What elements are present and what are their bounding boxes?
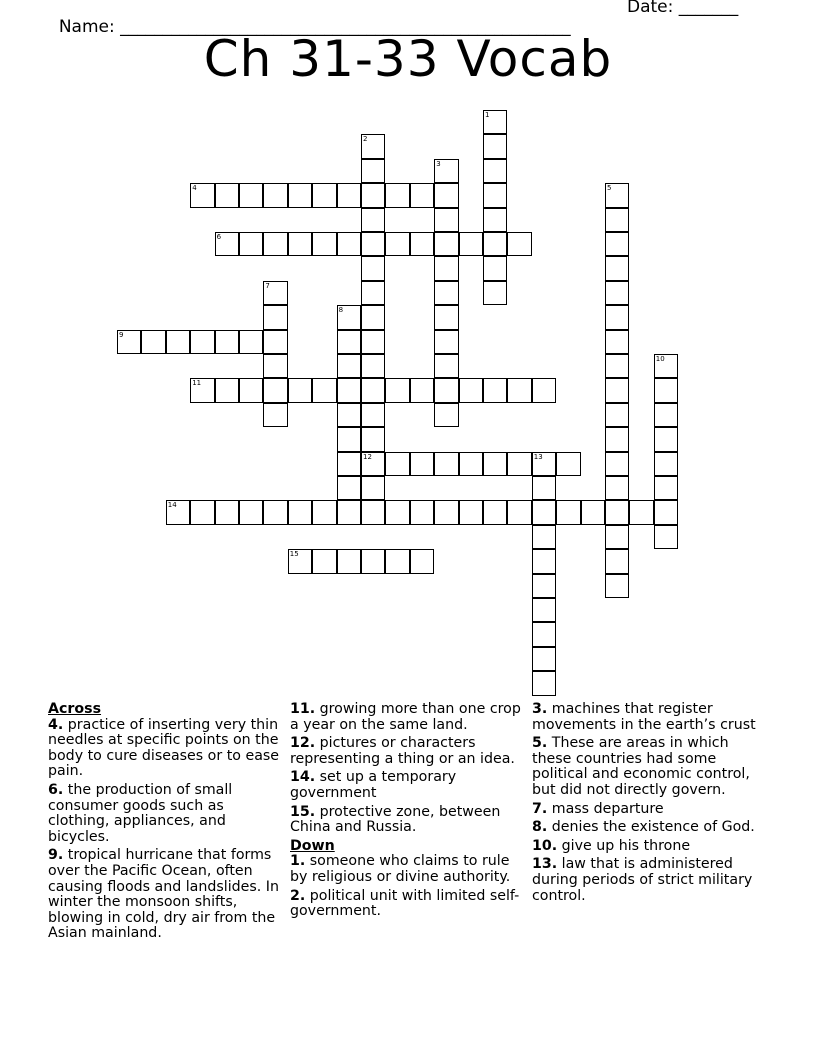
grid-cell[interactable] bbox=[410, 183, 434, 207]
clue-number: 8 bbox=[338, 306, 344, 315]
grid-cell[interactable] bbox=[434, 403, 458, 427]
grid-cell[interactable] bbox=[263, 403, 287, 427]
grid-cell[interactable] bbox=[483, 500, 507, 524]
grid-cell[interactable] bbox=[532, 500, 556, 524]
clue-number: 15 bbox=[289, 550, 299, 559]
grid-cell[interactable] bbox=[141, 330, 165, 354]
clue-number: 12 bbox=[363, 452, 372, 461]
grid-cell[interactable] bbox=[434, 208, 458, 232]
grid-cell[interactable] bbox=[337, 500, 361, 524]
clue-number: 9 bbox=[119, 330, 124, 339]
grid-cell[interactable] bbox=[605, 427, 629, 451]
grid-cell[interactable] bbox=[434, 183, 458, 207]
grid-cell[interactable] bbox=[581, 500, 605, 524]
grid-cell[interactable] bbox=[361, 427, 385, 451]
grid-cell[interactable] bbox=[312, 549, 336, 573]
grid-cell[interactable] bbox=[507, 500, 531, 524]
grid-cell[interactable] bbox=[605, 452, 629, 476]
clue-across-12: 12. pictures or characters representing a thing or an idea. bbox=[290, 735, 515, 767]
grid-cell[interactable] bbox=[434, 500, 458, 524]
grid-cell[interactable] bbox=[507, 452, 531, 476]
grid-cell[interactable] bbox=[215, 330, 239, 354]
clue-number: 5 bbox=[607, 184, 612, 193]
grid-cell[interactable] bbox=[434, 330, 458, 354]
grid-cell[interactable] bbox=[337, 549, 361, 573]
grid-cell[interactable] bbox=[312, 378, 336, 402]
grid-cell[interactable] bbox=[215, 183, 239, 207]
clue-number: 2 bbox=[363, 135, 368, 144]
grid-cell[interactable] bbox=[434, 354, 458, 378]
grid-cell[interactable] bbox=[361, 159, 385, 183]
clues-column-3 bbox=[532, 702, 764, 907]
grid-cell[interactable] bbox=[654, 525, 678, 549]
clue-number: 10 bbox=[655, 355, 665, 363]
clue-down-2: 2. political unit with limited self-government. bbox=[290, 887, 520, 920]
grid-cell[interactable] bbox=[263, 354, 287, 378]
grid-cell[interactable] bbox=[654, 354, 678, 378]
grid-cell[interactable] bbox=[532, 525, 556, 549]
grid-cell[interactable] bbox=[434, 232, 458, 256]
grid-cell[interactable] bbox=[312, 183, 336, 207]
clue-down-3: 3. machines that register movements in the earth’s crust bbox=[532, 701, 756, 733]
grid-cell[interactable] bbox=[605, 378, 629, 402]
clues-column-1 bbox=[48, 702, 280, 945]
grid-cell[interactable] bbox=[434, 256, 458, 280]
grid-cell[interactable] bbox=[361, 549, 385, 573]
grid-cell[interactable] bbox=[434, 305, 458, 329]
grid-cell[interactable] bbox=[483, 232, 507, 256]
grid-cell[interactable] bbox=[434, 378, 458, 402]
clue-number: 14 bbox=[167, 501, 177, 510]
down-heading: Down bbox=[290, 837, 335, 854]
grid-cell[interactable] bbox=[605, 549, 629, 573]
grid-cell[interactable] bbox=[605, 183, 629, 207]
clue-down-5: 5. These are areas in which these countries had some political and economic control, but did not directly govern. bbox=[532, 735, 750, 798]
grid-cell[interactable] bbox=[288, 500, 312, 524]
clue-across-15: 15. protective zone, between China and Russia. bbox=[290, 803, 501, 836]
grid-cell[interactable] bbox=[605, 256, 629, 280]
grid-cell[interactable] bbox=[385, 452, 409, 476]
grid-cell[interactable] bbox=[459, 232, 483, 256]
grid-cell[interactable] bbox=[532, 622, 556, 646]
grid-cell[interactable] bbox=[263, 232, 287, 256]
grid-cell[interactable] bbox=[190, 500, 214, 524]
grid-cell[interactable] bbox=[263, 500, 287, 524]
grid-cell[interactable] bbox=[337, 476, 361, 500]
grid-cell[interactable] bbox=[532, 671, 556, 695]
grid-cell[interactable] bbox=[459, 500, 483, 524]
grid-cell[interactable] bbox=[361, 232, 385, 256]
name-field[interactable]: Name: _____________________________________________________ bbox=[58, 17, 571, 37]
clue-number: 6 bbox=[216, 233, 222, 241]
clue-number: 4 bbox=[192, 184, 197, 193]
grid-cell[interactable] bbox=[190, 378, 214, 402]
date-field[interactable]: Date: _______ bbox=[627, 0, 739, 17]
grid-cell[interactable] bbox=[556, 500, 580, 524]
grid-cell[interactable] bbox=[361, 305, 385, 329]
page-title: Ch 31-33 Vocab bbox=[203, 30, 613, 88]
grid-cell[interactable] bbox=[337, 427, 361, 451]
grid-cell[interactable] bbox=[605, 500, 629, 524]
grid-cell[interactable] bbox=[117, 330, 141, 354]
grid-cell[interactable] bbox=[166, 500, 190, 524]
grid-cell[interactable] bbox=[605, 525, 629, 549]
grid-cell[interactable] bbox=[532, 647, 556, 671]
grid-cell[interactable] bbox=[288, 549, 312, 573]
clue-number: 13 bbox=[533, 452, 543, 461]
grid-cell[interactable] bbox=[629, 500, 653, 524]
grid-cell[interactable] bbox=[385, 183, 409, 207]
grid-cell[interactable] bbox=[483, 452, 507, 476]
grid-cell[interactable] bbox=[605, 232, 629, 256]
grid-cell[interactable] bbox=[605, 574, 629, 598]
grid-cell[interactable] bbox=[459, 452, 483, 476]
across-heading: Across bbox=[48, 701, 102, 717]
grid-cell[interactable] bbox=[385, 500, 409, 524]
grid-cell[interactable] bbox=[288, 378, 312, 402]
grid-cell[interactable] bbox=[337, 232, 361, 256]
grid-cell[interactable] bbox=[605, 208, 629, 232]
grid-cell[interactable] bbox=[532, 378, 556, 402]
grid-cell[interactable] bbox=[605, 354, 629, 378]
clue-down-1: 1. someone who claims to rule by religious or divine authority. bbox=[290, 853, 511, 885]
grid-cell[interactable] bbox=[507, 232, 531, 256]
grid-cell[interactable] bbox=[410, 500, 434, 524]
grid-cell[interactable] bbox=[410, 378, 434, 402]
grid-cell[interactable] bbox=[263, 330, 287, 354]
grid-cell[interactable] bbox=[654, 403, 678, 427]
grid-cell[interactable] bbox=[532, 598, 556, 622]
grid-cell[interactable] bbox=[312, 500, 336, 524]
grid-cell[interactable] bbox=[605, 305, 629, 329]
grid-cell[interactable] bbox=[190, 330, 214, 354]
grid-cell[interactable] bbox=[434, 281, 458, 305]
grid-cell[interactable] bbox=[361, 281, 385, 305]
grid-cell[interactable] bbox=[483, 110, 507, 134]
grid-cell[interactable] bbox=[263, 305, 287, 329]
grid-cell[interactable] bbox=[605, 281, 629, 305]
grid-cell[interactable] bbox=[337, 305, 361, 329]
grid-cell[interactable] bbox=[239, 183, 263, 207]
grid-cell[interactable] bbox=[361, 256, 385, 280]
grid-cell[interactable] bbox=[166, 330, 190, 354]
grid-cell[interactable] bbox=[361, 208, 385, 232]
grid-cell[interactable] bbox=[263, 378, 287, 402]
grid-cell[interactable] bbox=[361, 354, 385, 378]
grid-cell[interactable] bbox=[361, 330, 385, 354]
grid-cell[interactable] bbox=[361, 452, 385, 476]
grid-cell[interactable] bbox=[312, 232, 336, 256]
grid-cell[interactable] bbox=[507, 378, 531, 402]
clue-across-4: 4. practice of inserting very thin needles at specific points on the body to cure diseases or to ease pain. bbox=[48, 716, 280, 780]
grid-cell[interactable] bbox=[385, 378, 409, 402]
grid-cell[interactable] bbox=[190, 183, 214, 207]
grid-cell[interactable] bbox=[215, 232, 239, 256]
grid-cell[interactable] bbox=[654, 427, 678, 451]
grid-cell[interactable] bbox=[532, 574, 556, 598]
grid-cell[interactable] bbox=[337, 403, 361, 427]
grid-cell[interactable] bbox=[483, 256, 507, 280]
clue-down-8: 8. denies the existence of God. bbox=[532, 819, 755, 836]
grid-cell[interactable] bbox=[361, 378, 385, 402]
clue-number: 3 bbox=[436, 159, 441, 168]
grid-cell[interactable] bbox=[385, 549, 409, 573]
clue-number: 11 bbox=[192, 379, 202, 388]
grid-cell[interactable] bbox=[337, 378, 361, 402]
clue-number: 1 bbox=[485, 111, 490, 119]
grid-cell[interactable] bbox=[337, 452, 361, 476]
grid-cell[interactable] bbox=[605, 403, 629, 427]
grid-cell[interactable] bbox=[361, 500, 385, 524]
grid-cell[interactable] bbox=[361, 134, 385, 158]
grid-cell[interactable] bbox=[288, 183, 312, 207]
grid-cell[interactable] bbox=[239, 378, 263, 402]
grid-cell[interactable] bbox=[361, 476, 385, 500]
grid-cell[interactable] bbox=[483, 208, 507, 232]
grid-cell[interactable] bbox=[215, 500, 239, 524]
grid-cell[interactable] bbox=[434, 159, 458, 183]
grid-cell[interactable] bbox=[263, 281, 287, 305]
grid-cell[interactable] bbox=[361, 403, 385, 427]
grid-cell[interactable] bbox=[459, 378, 483, 402]
grid-cell[interactable] bbox=[654, 378, 678, 402]
grid-cell[interactable] bbox=[605, 476, 629, 500]
grid-cell[interactable] bbox=[288, 232, 312, 256]
grid-cell[interactable] bbox=[410, 452, 434, 476]
grid-cell[interactable] bbox=[654, 500, 678, 524]
clue-across-11: 11. growing more than one crop a year on the same land. bbox=[290, 701, 521, 733]
grid-cell[interactable] bbox=[532, 549, 556, 573]
grid-cell[interactable] bbox=[434, 452, 458, 476]
grid-cell[interactable] bbox=[654, 452, 678, 476]
grid-cell[interactable] bbox=[410, 549, 434, 573]
grid-cell[interactable] bbox=[337, 354, 361, 378]
grid-cell[interactable] bbox=[483, 159, 507, 183]
grid-cell[interactable] bbox=[532, 476, 556, 500]
grid-cell[interactable] bbox=[361, 183, 385, 207]
grid-cell[interactable] bbox=[532, 452, 556, 476]
grid-cell[interactable] bbox=[263, 183, 287, 207]
grid-cell[interactable] bbox=[215, 378, 239, 402]
clue-across-6: 6. the production of small consumer goods such as clothing, appliances, and bicycles. bbox=[48, 781, 233, 845]
grid-cell[interactable] bbox=[337, 183, 361, 207]
grid-cell[interactable] bbox=[337, 330, 361, 354]
grid-cell[interactable] bbox=[239, 500, 263, 524]
grid-cell[interactable] bbox=[483, 183, 507, 207]
grid-cell[interactable] bbox=[654, 476, 678, 500]
grid-cell[interactable] bbox=[483, 378, 507, 402]
clue-across-14: 14. set up a temporary government bbox=[290, 769, 457, 801]
clue-down-10: 10. give up his throne bbox=[532, 837, 691, 854]
clue-down-13: 13. law that is administered during periods of strict military control. bbox=[532, 856, 753, 904]
grid-cell[interactable] bbox=[239, 330, 263, 354]
grid-cell[interactable] bbox=[483, 281, 507, 305]
grid-cell[interactable] bbox=[239, 232, 263, 256]
grid-cell[interactable] bbox=[605, 330, 629, 354]
grid-cell[interactable] bbox=[483, 134, 507, 158]
grid-cell[interactable] bbox=[556, 452, 580, 476]
grid-cell[interactable] bbox=[385, 232, 409, 256]
clue-across-9: 9. tropical hurricane that forms over the Pacific Ocean, often causing floods and landslides. In winter the monsoon shifts, blowing in cold, dry air from the Asian mainland. bbox=[48, 847, 279, 942]
clue-number: 7 bbox=[265, 281, 270, 290]
grid-cell[interactable] bbox=[410, 232, 434, 256]
clue-down-7: 7. mass departure bbox=[532, 800, 664, 817]
clues-column-2 bbox=[290, 702, 522, 923]
